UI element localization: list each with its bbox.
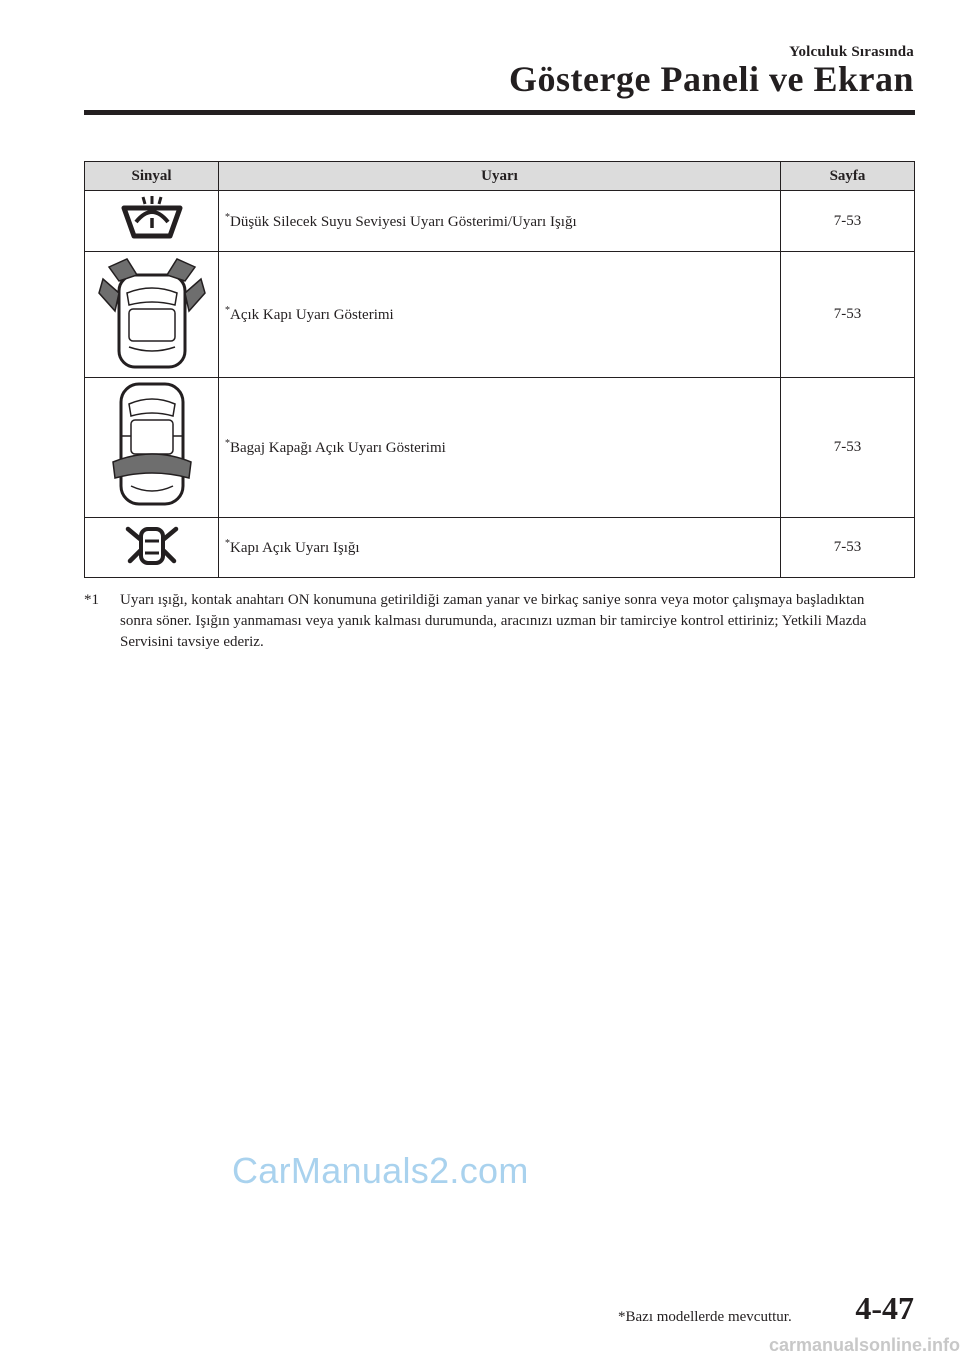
warning-text: Bagaj Kapağı Açık Uyarı Gösterimi — [230, 440, 446, 456]
column-header-warning: Uyarı — [219, 162, 781, 191]
page-ref: 7-53 — [781, 252, 915, 378]
warning-cell: *Düşük Silecek Suyu Seviyesi Uyarı Gösterimi/Uyarı Işığı — [219, 191, 781, 252]
signal-cell — [85, 252, 219, 378]
page-number: 4-47 — [855, 1290, 914, 1326]
trunk-open-car-icon — [109, 380, 195, 510]
warning-text: Kapı Açık Uyarı Işığı — [230, 540, 360, 556]
header-rule — [84, 110, 915, 115]
section-heading: Yolculuk Sırasında — [789, 44, 914, 60]
warning-cell: *Kapı Açık Uyarı Işığı — [219, 518, 781, 578]
footnote-text: Uyarı ışığı, kontak anahtarı ON konumuna getirildiği zaman yanar ve birkaç saniye sonra veya motor çalışmaya başladıktan sonra söner. Işığın yanmaması veya yanık kalması durumunda, aracınızı uzman bir tamirciye kontrol ettiriniz; Yetkili Mazda Servisini tavsiye ederiz. — [120, 592, 867, 650]
site-watermark: carmanualsonline.info — [768, 1335, 960, 1355]
table-row — [85, 518, 915, 578]
page-title: Gösterge Paneli ve Ekran — [509, 59, 914, 99]
table-header-row — [85, 162, 915, 191]
warning-text: Düşük Silecek Suyu Seviyesi Uyarı Gösterimi/Uyarı Işığı — [230, 213, 577, 230]
warning-cell: *Bagaj Kapağı Açık Uyarı Gösterimi — [219, 378, 781, 518]
column-header-page: Sayfa — [781, 162, 915, 191]
door-open-car-icon — [97, 253, 207, 371]
signal-cell — [85, 378, 219, 518]
signal-cell — [85, 518, 219, 578]
footnote-mark: *1 — [84, 592, 99, 608]
page-ref: 7-53 — [781, 518, 915, 578]
availability-note: *Bazı modellerde mevcuttur. — [618, 1309, 792, 1325]
footnote — [84, 590, 884, 653]
table-row — [85, 191, 915, 252]
page-ref: 7-53 — [781, 378, 915, 518]
warning-table — [84, 161, 915, 578]
signal-cell — [85, 191, 219, 252]
washer-fluid-icon — [116, 194, 188, 244]
door-ajar-light-icon — [124, 521, 180, 569]
warning-text: Açık Kapı Uyarı Gösterimi — [230, 307, 394, 323]
warning-cell: *Açık Kapı Uyarı Gösterimi — [219, 252, 781, 378]
table-row — [85, 252, 915, 378]
column-header-signal: Sinyal — [85, 162, 219, 191]
table-row — [85, 378, 915, 518]
page-ref: 7-53 — [781, 191, 915, 252]
watermark: CarManuals2.com — [232, 1150, 529, 1191]
